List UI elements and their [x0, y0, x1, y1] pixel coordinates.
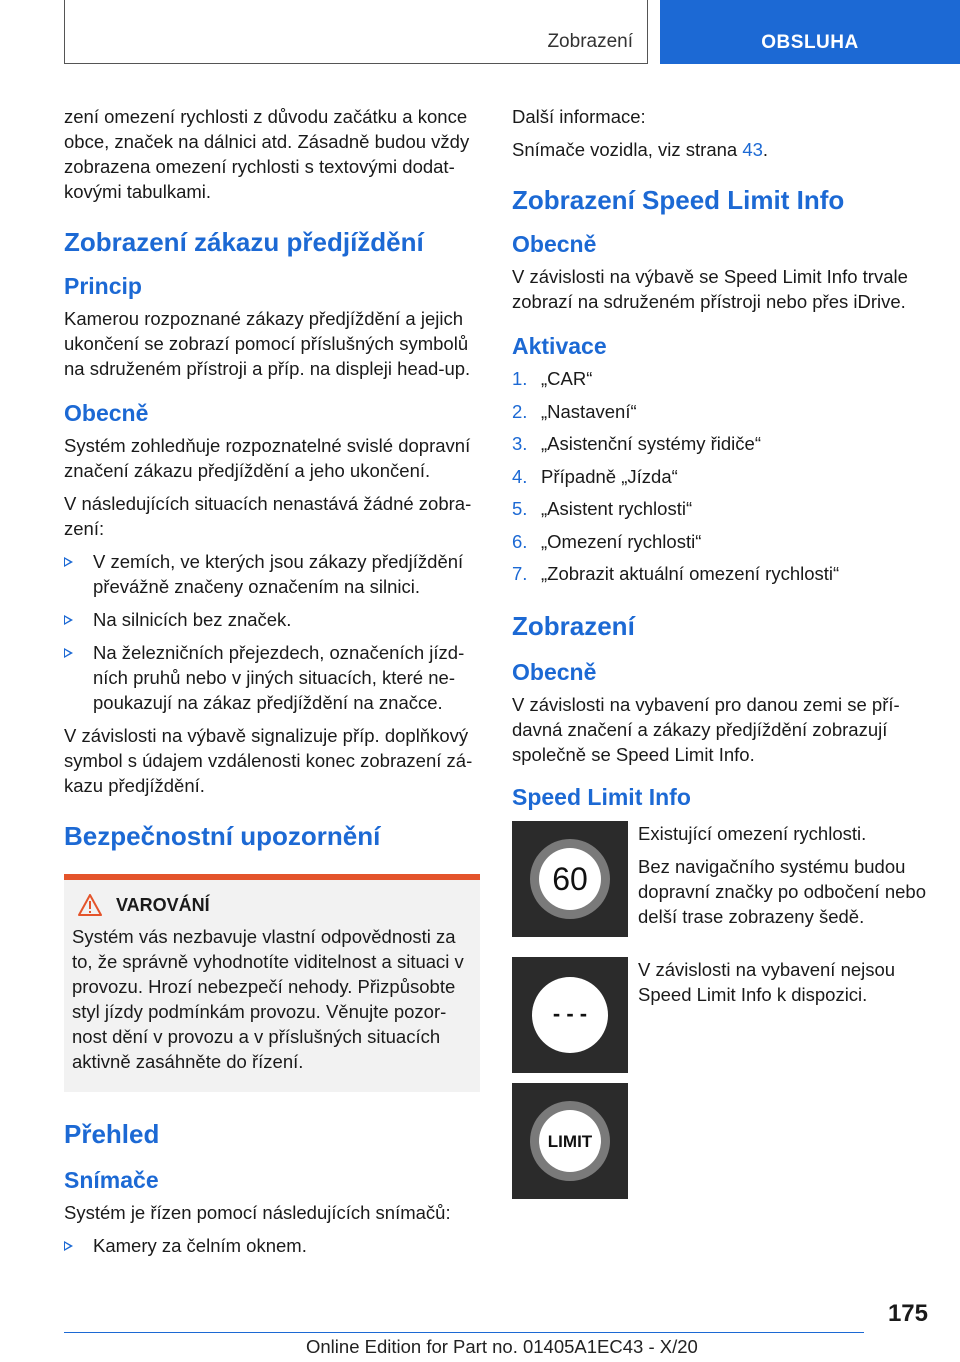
heading-general: Obecně: [64, 400, 149, 426]
sli-existing-text: Existující omezení rychlosti. Bez navigačního systému budou dopravní značky po odbočení nebo delší trase zobrazeny šedě.: [638, 823, 926, 927]
heading-overtake-display: Zobrazení zákazu předjíždění: [64, 227, 424, 257]
list-item: V zemích, ve kterých jsou zákazy předjíždění převážně značeny označením na silnici.: [64, 549, 480, 599]
heading-activation: Aktivace: [512, 333, 607, 359]
right-column: [512, 104, 928, 1207]
heading-general: Obecně: [512, 231, 597, 257]
list-item: 4. Případně „Jízda“: [512, 465, 678, 487]
sli-row-limit: [512, 1083, 928, 1199]
more-info-label: Další informace:: [512, 106, 646, 127]
display-general-paragraph: V závislosti na vybavení pro danou zemi se přídavná značení a zákazy předjíždění zobrazují společně se Speed Limit Info.: [512, 694, 900, 765]
principle-paragraph: Kamerou rozpoznané zákazy předjíždění a jejich ukončení se zobrazí pomocí příslušných symbolů na sdruženém přístroji a příp. na displeji head-up.: [64, 308, 471, 379]
list-item: 3. „Asistenční systémy řidiče“: [512, 433, 761, 454]
chapter-tab[interactable]: OBSLUHA: [660, 0, 960, 64]
left-column: [64, 104, 480, 1266]
warning-triangle-icon: [78, 894, 102, 916]
situations-intro: V následujících situacích nenastává žádné zobrazení:: [64, 493, 472, 539]
footer-divider: [64, 1332, 864, 1333]
page-number: 175: [887, 1300, 928, 1327]
list-item: 1. „CAR“: [512, 368, 593, 389]
sli-general-paragraph: V závislosti na výbavě se Speed Limit Info trvale zobrazí na sdruženém přístroji nebo přes iDrive.: [512, 266, 908, 312]
header-section-box: [64, 0, 648, 64]
sensors-paragraph: Systém je řízen pomocí následujících snímačů:: [64, 1202, 451, 1223]
sli-row-existing: [512, 821, 928, 937]
heading-overview: Přehled: [64, 1119, 160, 1149]
warning-title: VAROVÁNÍ: [72, 894, 472, 916]
heading-speed-limit-info: Speed Limit Info: [512, 784, 691, 810]
svg-text:- - -: - - -: [552, 1001, 588, 1026]
sli-unavailable-text: V závislosti na vybavení nejsou Speed Limit Info k dispozici.: [638, 959, 896, 1005]
speed-limit-dashes-icon: [512, 957, 628, 1073]
speed-limit-limit-image: [512, 1083, 628, 1199]
svg-text:LIMIT: LIMIT: [547, 1132, 593, 1151]
speed-limit-60-image: [512, 821, 628, 937]
heading-general: Obecně: [512, 659, 597, 685]
bullet-triangle-icon: [64, 615, 73, 625]
sli-row-unavailable: [512, 957, 928, 1073]
heading-display: Zobrazení: [512, 611, 635, 641]
list-item: 7. „Zobrazit aktuální omezení rychlosti“: [512, 563, 840, 584]
speed-limit-limit-icon: [512, 1083, 628, 1199]
list-item: 2. „Nastavení“: [512, 400, 637, 422]
situations-list: [64, 549, 480, 715]
heading-principle: Princip: [64, 273, 142, 299]
list-item: Kamery za čelním oknem.: [64, 1233, 480, 1258]
heading-safety: Bezpečnostní upozornění: [64, 821, 381, 851]
sensors-list: [64, 1233, 480, 1258]
speed-limit-unavailable-image: [512, 957, 628, 1073]
general-paragraph: Systém zohledňuje rozpoznatelné svislé dopravní značení zákazu předjíždění a jeho ukončení.: [64, 435, 471, 481]
list-item: Na železničních přejezdech, označeních jízdních pruhů nebo v jiných situacích, které nepoukazují na zákaz předjíždění na značce.: [64, 640, 480, 715]
header-section-title: Zobrazení: [547, 31, 633, 52]
list-item: Na silnicích bez značek.: [64, 607, 480, 632]
bullet-triangle-icon: [64, 1241, 73, 1251]
warning-text: Systém vás nezbavuje vlastní odpovědnosti za to, že správně vyhodnotíte viditelnost a situaci v provozu. Hrozí nebezpečí nehody. Přizpůsobte styl jízdy podmínkám provozu. Věnujte pozornost dění v provozu a v příslušných situacích aktivně zasáhněte do řízení.: [72, 926, 464, 1072]
intro-paragraph: zení omezení rychlosti z důvodu začátku a konce obce, značek na dálnici atd. Zásadně budou vždy zobrazena omezení rychlosti s textovými dodatkovými tabulkami.: [64, 106, 470, 202]
speed-limit-60-icon: [512, 821, 628, 937]
svg-text:60: 60: [552, 861, 588, 897]
activation-steps: [512, 366, 928, 586]
sensors-reference: Snímače vozidla, viz strana 43.: [512, 139, 769, 160]
heading-sli-display: Zobrazení Speed Limit Info: [512, 185, 845, 215]
heading-sensors: Snímače: [64, 1167, 159, 1193]
footer-edition: Online Edition for Part no. 01405A1EC43 - X/20: [306, 1336, 698, 1357]
list-item: 6. „Omezení rychlosti“: [512, 530, 702, 552]
bullet-triangle-icon: [64, 557, 73, 567]
page-reference-link[interactable]: 43: [742, 139, 763, 160]
list-item: 5. „Asistent rychlosti“: [512, 498, 693, 519]
equipment-paragraph: V závislosti na výbavě signalizuje příp. doplňkový symbol s údajem vzdálenosti konec zobrazení zákazu předjíždění.: [64, 725, 473, 796]
bullet-triangle-icon: [64, 648, 73, 658]
warning-box: [64, 874, 480, 1092]
